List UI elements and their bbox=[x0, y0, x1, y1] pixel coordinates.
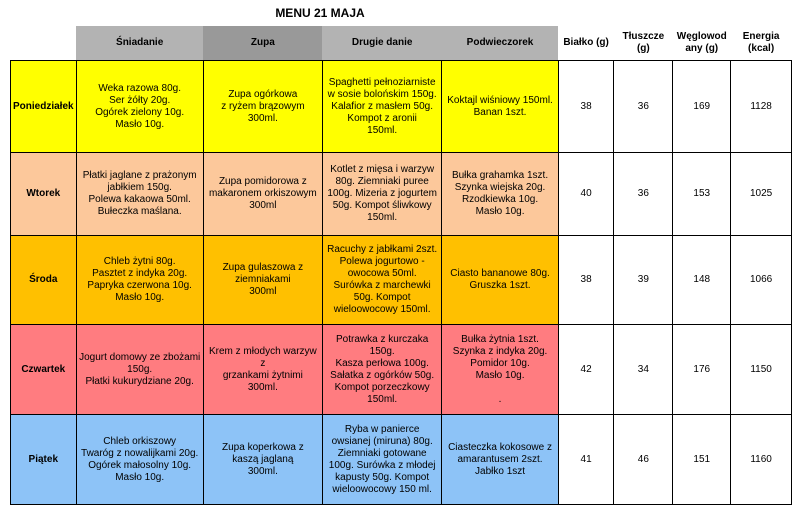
meal-sniadanie: Chleb żytni 80g. Pasztet z indyka 20g. Papryka czerwona 10g. Masło 10g. bbox=[76, 236, 203, 325]
value-weglowodany: 153 bbox=[673, 153, 731, 236]
meal-zupa: Zupa ogórkowa z ryżem brązowym 300ml. bbox=[203, 61, 322, 153]
meal-drugie-danie: Potrawka z kurczaka 150g. Kasza perłowa 100g. Sałatka z ogórków 50g. Kompot porzeczkowy 150ml. bbox=[322, 325, 441, 415]
header-row bbox=[11, 26, 792, 61]
day-label: Piątek bbox=[11, 415, 77, 505]
meal-drugie-danie: Ryba w panierce owsianej (miruna) 80g. Ziemniaki gotowane 100g. Surówka z młodej kapusty 50g. Kompot wieloowocowy 150 ml. bbox=[322, 415, 441, 505]
value-tluszcze: 39 bbox=[614, 236, 673, 325]
value-tluszcze: 46 bbox=[614, 415, 673, 505]
table-row bbox=[11, 61, 792, 153]
value-energia: 1160 bbox=[731, 415, 792, 505]
value-energia: 1066 bbox=[731, 236, 792, 325]
meal-podwieczorek: Ciasteczka kokosowe z amarantusem 2szt. Jabłko 1szt bbox=[442, 415, 558, 505]
header-sniadanie: Śniadanie bbox=[76, 26, 203, 61]
value-weglowodany: 148 bbox=[673, 236, 731, 325]
meal-podwieczorek: Ciasto bananowe 80g. Gruszka 1szt. bbox=[442, 236, 558, 325]
value-weglowodany: 176 bbox=[673, 325, 731, 415]
corner-cell bbox=[11, 26, 77, 61]
value-bialko: 38 bbox=[558, 236, 614, 325]
table-row bbox=[11, 236, 792, 325]
value-bialko: 40 bbox=[558, 153, 614, 236]
meal-drugie-danie: Racuchy z jabłkami 2szt. Polewa jogurtowo - owocowa 50ml. Surówka z marchewki 50g. Kompot wieloowocowy 150ml. bbox=[322, 236, 441, 325]
meal-sniadanie: Płatki jaglane z prażonym jabłkiem 150g. Polewa kakaowa 50ml. Bułeczka maślana. bbox=[76, 153, 203, 236]
meal-sniadanie: Jogurt domowy ze zbożami 150g. Płatki kukurydziane 20g. bbox=[76, 325, 203, 415]
value-bialko: 38 bbox=[558, 61, 614, 153]
value-energia: 1128 bbox=[731, 61, 792, 153]
meal-sniadanie: Chleb orkiszowy Twaróg z nowalijkami 20g. Ogórek małosolny 10g. Masło 10g. bbox=[76, 415, 203, 505]
menu-table bbox=[10, 26, 792, 505]
day-label: Czwartek bbox=[11, 325, 77, 415]
value-bialko: 41 bbox=[558, 415, 614, 505]
value-weglowodany: 151 bbox=[673, 415, 731, 505]
header-bialko: Białko (g) bbox=[558, 26, 614, 61]
value-energia: 1025 bbox=[731, 153, 792, 236]
value-tluszcze: 36 bbox=[614, 153, 673, 236]
meal-zupa: Krem z młodych warzyw z grzankami żytnimi 300ml. bbox=[203, 325, 322, 415]
header-tluszcze: Tłuszcze (g) bbox=[614, 26, 673, 61]
header-weglowodany: Węglowod any (g) bbox=[673, 26, 731, 61]
header-energia: Energia (kcal) bbox=[731, 26, 792, 61]
meal-podwieczorek: Koktajl wiśniowy 150ml. Banan 1szt. bbox=[442, 61, 558, 153]
day-label: Poniedziałek bbox=[11, 61, 77, 153]
day-label: Środa bbox=[11, 236, 77, 325]
value-tluszcze: 36 bbox=[614, 61, 673, 153]
meal-podwieczorek: Bułka grahamka 1szt. Szynka wiejska 20g. Rzodkiewka 10g. Masło 10g. bbox=[442, 153, 558, 236]
meal-sniadanie: Weka razowa 80g. Ser żółty 20g. Ogórek zielony 10g. Masło 10g. bbox=[76, 61, 203, 153]
meal-drugie-danie: Kotlet z mięsa i warzyw 80g. Ziemniaki puree 100g. Mizeria z jogurtem 50g. Kompot śliwkowy 150ml. bbox=[322, 153, 441, 236]
header-podwieczorek: Podwieczorek bbox=[442, 26, 558, 61]
meal-zupa: Zupa gulaszowa z ziemniakami 300ml bbox=[203, 236, 322, 325]
table-row bbox=[11, 415, 792, 505]
meal-zupa: Zupa pomidorowa z makaronem orkiszowym 300ml bbox=[203, 153, 322, 236]
value-weglowodany: 169 bbox=[673, 61, 731, 153]
meal-zupa: Zupa koperkowa z kaszą jaglaną 300ml. bbox=[203, 415, 322, 505]
value-tluszcze: 34 bbox=[614, 325, 673, 415]
meal-podwieczorek: Bułka żytnia 1szt. Szynka z indyka 20g. Pomidor 10g. Masło 10g. . bbox=[442, 325, 558, 415]
day-label: Wtorek bbox=[11, 153, 77, 236]
meal-drugie-danie: Spaghetti pełnoziarniste w sosie bolońskim 150g. Kalafior z masłem 50g. Kompot z aronii 150ml. bbox=[322, 61, 441, 153]
page-title: MENU 21 MAJA bbox=[275, 6, 365, 20]
table-row bbox=[11, 153, 792, 236]
value-energia: 1150 bbox=[731, 325, 792, 415]
header-drugie-danie: Drugie danie bbox=[322, 26, 441, 61]
table-row bbox=[11, 325, 792, 415]
value-bialko: 42 bbox=[558, 325, 614, 415]
header-zupa: Zupa bbox=[203, 26, 322, 61]
